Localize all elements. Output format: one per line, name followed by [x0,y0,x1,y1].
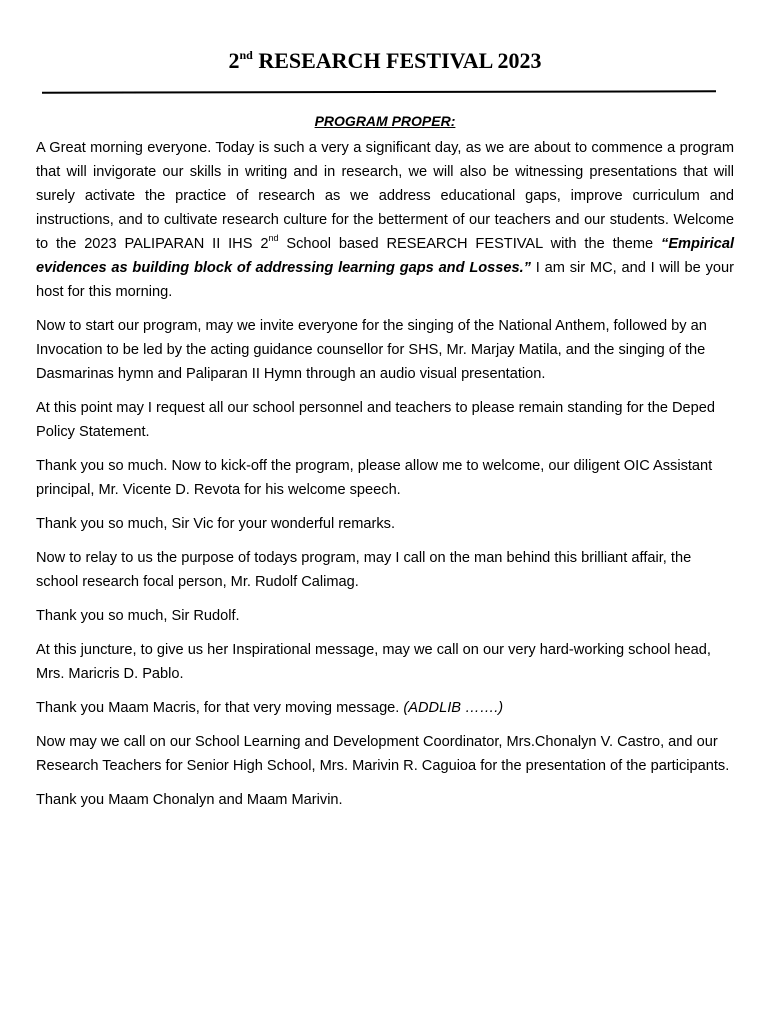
section-heading: PROGRAM PROPER: [314,113,456,129]
ordinal-suffix: nd [268,233,279,244]
paragraph-national-anthem: Now to start our program, may we invite everyone for the singing of the National Anthem, followed by an Invocation to be led by the acting guidance counsellor for SHS, Mr. Marjay Matila, and the singing of the Dasmarinas hymn and Paliparan II Hymn through an audio visual presentation. [36,318,707,382]
paragraph-program-purpose: Now to relay to us the purpose of todays program, may I call on the man behind this brilliant affair, the school research focal person, Mr. Rudolf Calimag. [36,550,692,590]
title-number: 2 [228,48,240,73]
festival-theme: “Empirical evidences as building block of addressing learning gaps and Losses.” [36,236,735,276]
paragraph-thanks-macris [36,696,734,720]
paragraph-thanks-rudolf: Thank you so much, Sir Rudolf. [36,608,240,624]
paragraph-inspirational-message: At this juncture, to give us her Inspirational message, may we call on our very hard-working school head, Mrs. Maricris D. Pablo. [36,642,711,682]
paragraph-welcome-speech: Thank you so much. Now to kick-off the program, please allow me to welcome, our diligent OIC Assistant principal, Mr. Vicente D. Revota for his welcome speech. [36,458,713,498]
document-body [36,136,734,812]
title-text: RESEARCH FESTIVAL 2023 [252,48,542,73]
document-title [36,48,734,74]
paragraph-thanks-coordinators: Thank you Maam Chonalyn and Maam Marivin. [36,792,343,808]
title-ordinal-suffix: nd [239,47,253,62]
paragraph-thanks-vic: Thank you so much, Sir Vic for your wonderful remarks. [36,516,396,532]
thanks-macris-text: Thank you Maam Macris, for that very moving message. [36,700,404,716]
welcome-text-closing: I am sir MC, and I will be your host for this morning. [36,260,734,300]
welcome-text: A Great morning everyone. Today is such a very a significant day, as we are about to commence a program that will invigorate our skills in writing and in research, we will also be witnessing presentations that will surely activate the practice of research as we address educational gaps, improve curriculum and instructions, and to cultivate research culture for the betterment of our teachers and our students. Welcome to the 2023 PALIPARAN II IHS 2 [36,140,734,252]
paragraph-participants: Now may we call on our School Learning and Development Coordinator, Mrs.Chonalyn V. Castro, and our Research Teachers for Senior High School, Mrs. Marivin R. Caguioa for the presentation of the participants. [36,734,730,774]
title-divider [42,90,716,93]
welcome-text-continued: School based RESEARCH FESTIVAL with the theme [278,236,662,252]
paragraph-welcome [36,136,734,304]
adlib-note: (ADDLIB …….) [403,700,504,716]
paragraph-policy-statement: At this point may I request all our school personnel and teachers to please remain standing for the Deped Policy Statement. [36,400,716,440]
